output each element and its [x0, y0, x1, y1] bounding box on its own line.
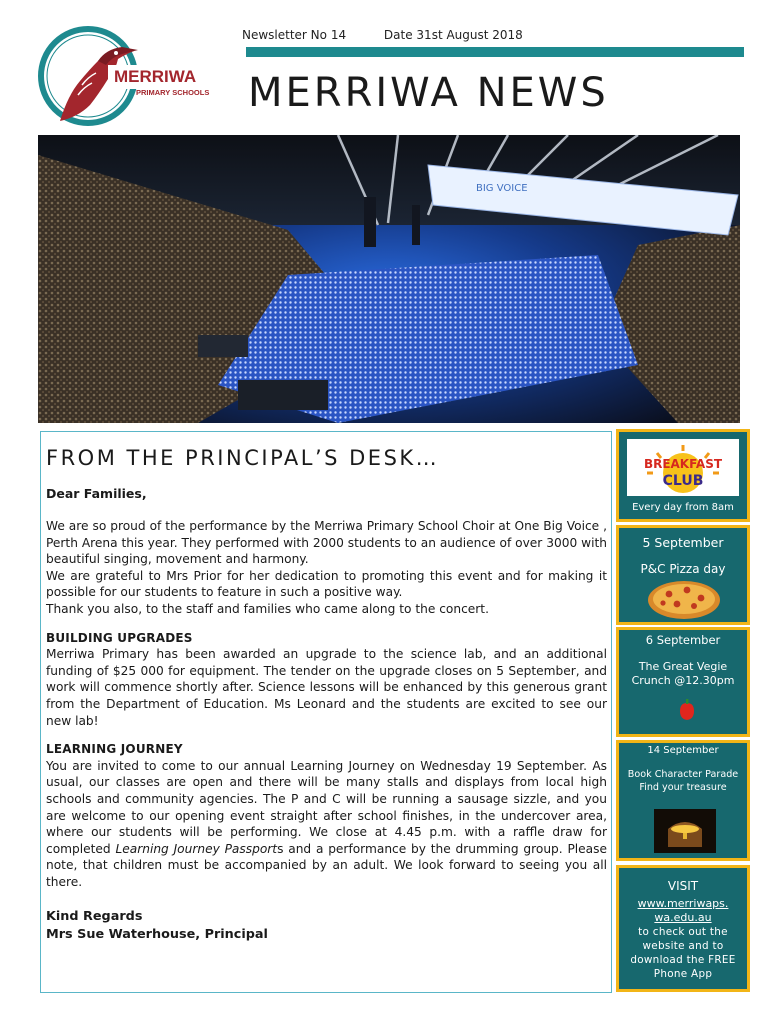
breakfast-club-logo	[627, 439, 739, 496]
website-link-line1[interactable]: www.merriwaps.	[637, 897, 729, 910]
pizza-date: 5 September	[642, 535, 724, 550]
book-parade-panel	[616, 740, 750, 861]
header-accent-bar	[246, 47, 744, 57]
breakfast-club-panel	[616, 429, 750, 522]
arena-concert-photo	[38, 135, 740, 423]
breakfast-logo-line1: BREAKFAST	[643, 457, 723, 471]
building-upgrades-title: BUILDING UPGRADES	[46, 630, 193, 645]
learning-journey-title: LEARNING JOURNEY	[46, 742, 183, 757]
signature: Mrs Sue Waterhouse, Principal	[46, 927, 268, 943]
principal-desk-article	[40, 431, 612, 993]
visit-label: VISIT	[667, 879, 699, 893]
vegie-event-line2: Crunch @12.30pm	[631, 674, 735, 687]
book-event-line2: Find your treasure	[639, 782, 727, 793]
intro-paragraph-1: We are so proud of the performance by the Merriwa Primary School Choir at One Big Voice , Perth Arena this year. They performed with 2000 students to an audience of over 3000 with beautiful singing, movement and harmony.	[46, 519, 607, 567]
vegie-crunch-panel	[616, 627, 750, 737]
pizza-day-panel	[616, 525, 750, 625]
capsicum-icon	[677, 699, 697, 721]
masthead-title: MERRIWA NEWS	[248, 70, 609, 116]
vegie-date: 6 September	[645, 633, 721, 647]
school-logo	[38, 25, 238, 127]
newsletter-number: Newsletter No 14	[242, 28, 347, 42]
hero-screen-text: BIG VOICE	[476, 183, 528, 194]
visit-line4: website and to	[642, 940, 724, 952]
issue-date: Date 31st August 2018	[383, 28, 523, 42]
visit-line3: to check out the	[638, 926, 728, 938]
pizza-event: P&C Pizza day	[640, 562, 726, 576]
logo-name: MERRIWA	[114, 67, 197, 86]
greeting: Dear Families,	[46, 486, 147, 501]
book-event-line1: Book Character Parade	[627, 769, 739, 780]
vegie-event-line1: The Great Vegie	[638, 660, 728, 673]
visit-line6: Phone App	[653, 968, 713, 980]
closing: Kind Regards	[46, 909, 143, 925]
intro-paragraph-2: We are grateful to Mrs Prior for her dedication to promoting this event and for making it possible for our students to feature in such a positive way.	[46, 568, 607, 600]
principal-heading: FROM THE PRINCIPAL’S DESK…	[46, 446, 440, 470]
building-upgrades-text: Merriwa Primary has been awarded an upgrade to the science lab, and an additional funding of $25 000 for equipment. The tender on the upgrade closes on 5 September, and work will commence shortly after. Science lessons will be enhanced by this generous grant from the Department of Education. Ms Leonard and the students are excited to see our new lab!	[46, 647, 607, 728]
logo-subtitle: PRIMARY SCHOOLS	[136, 88, 210, 97]
visit-website-panel	[616, 865, 750, 992]
breakfast-caption: Every day from 8am	[632, 502, 734, 513]
breakfast-logo-line2: CLUB	[662, 473, 704, 489]
passport-emphasis: Learning Journey Passport	[115, 841, 278, 856]
book-date: 14 September	[647, 745, 719, 756]
intro-paragraph-3: Thank you also, to the staff and families who came along to the concert.	[46, 601, 489, 616]
treasure-chest-icon	[654, 809, 716, 853]
website-link-line2[interactable]: wa.edu.au	[654, 911, 712, 924]
issue-meta	[242, 28, 523, 42]
pizza-icon	[647, 578, 721, 620]
learning-journey-text: You are invited to come to our annual Learning Journey on Wednesday 19 September. As usual, our classes are open and there will be many stalls and displays from local high schools and community agencies. The P and C will be running a sausage sizzle, and you are welcome to our opening event straight after school finishes, in the undercover area, where our students will be performing. We close at 4.45 p.m. with a raffle draw for completed Learning Journey Passports and a performance by the drumming group. Please note, that children must be accompanied by an adult. We look forward to seeing you all there.	[46, 758, 608, 889]
visit-line5: download the FREE	[630, 954, 736, 966]
